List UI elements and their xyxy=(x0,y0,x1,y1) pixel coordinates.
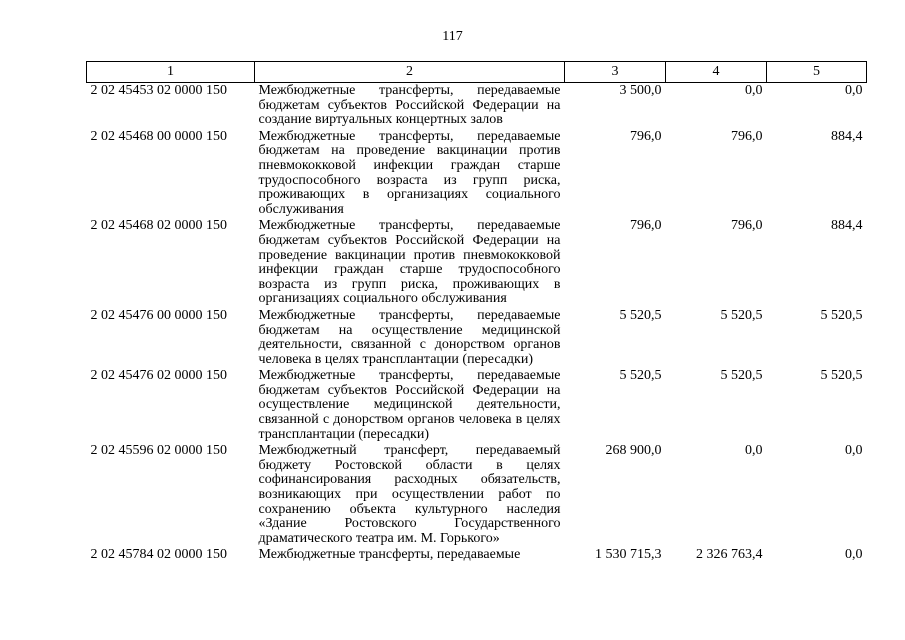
amount-col4: 5 520,5 xyxy=(720,307,763,323)
amount-col3: 5 520,5 xyxy=(619,368,662,384)
table-row xyxy=(87,218,867,308)
table-row xyxy=(87,83,867,129)
amount-col5: 5 520,5 xyxy=(820,368,863,384)
amount-col3: 796,0 xyxy=(630,128,662,144)
amount-col3: 796,0 xyxy=(630,218,662,234)
amount-col5: 0,0 xyxy=(845,83,863,98)
column-header-2: 2 xyxy=(255,62,565,83)
amount-col5: 884,4 xyxy=(831,128,863,144)
table-row xyxy=(87,368,867,443)
column-header-5: 5 xyxy=(767,62,867,83)
amount-col5: 0,0 xyxy=(845,547,863,563)
column-header-3: 3 xyxy=(565,62,666,83)
amount-col4: 0,0 xyxy=(745,83,763,98)
budget-code: 2 02 45468 00 0000 150 xyxy=(90,128,227,144)
amount-col3: 3 500,0 xyxy=(619,83,662,98)
budget-code: 2 02 45453 02 0000 150 xyxy=(90,83,227,98)
column-header-1: 1 xyxy=(87,62,255,83)
budget-description: Межбюджетные трансферты, передаваемые xyxy=(258,547,521,563)
amount-col5: 5 520,5 xyxy=(820,307,863,323)
amount-col4: 2 326 763,4 xyxy=(696,547,763,563)
table-row xyxy=(87,129,867,219)
column-header-4: 4 xyxy=(666,62,767,83)
amount-col4: 0,0 xyxy=(745,443,763,459)
budget-description: Межбюджетный трансферт, передаваемый бюджету Ростовской области в целях софинансирования расходных обязательств, возникающих при осуществлении работ по сохранению объекта культурного наследия «Здание Ростовского Государственного драматического театра им. М. Горького» xyxy=(258,443,561,546)
amount-col4: 5 520,5 xyxy=(720,368,763,384)
table-header-row xyxy=(87,62,867,83)
amount-col5: 884,4 xyxy=(831,218,863,234)
budget-table xyxy=(86,61,867,564)
amount-col3: 5 520,5 xyxy=(619,307,662,323)
table-row xyxy=(87,547,867,564)
page-number: 117 xyxy=(442,29,463,44)
budget-description: Межбюджетные трансферты, передаваемые бюджетам на проведение вакцинации против пневмококковой инфекции граждан старше трудоспособного возраста из групп риска, проживающих в организациях социального обслуживания xyxy=(258,128,561,217)
budget-description: Межбюджетные трансферты, передаваемые бюджетам субъектов Российской Федерации на создание виртуальных концертных залов xyxy=(258,83,561,128)
table-row xyxy=(87,443,867,547)
amount-col3: 268 900,0 xyxy=(605,443,662,459)
table-row xyxy=(87,308,867,368)
budget-code: 2 02 45596 02 0000 150 xyxy=(90,443,227,459)
budget-code: 2 02 45476 00 0000 150 xyxy=(90,307,227,323)
amount-col4: 796,0 xyxy=(731,218,763,234)
budget-description: Межбюджетные трансферты, передаваемые бюджетам субъектов Российской Федерации на осуществление медицинской деятельности, связанной с донорством органов человека в целях трансплантации (пересадки) xyxy=(258,368,561,442)
amount-col3: 1 530 715,3 xyxy=(595,547,662,563)
budget-code: 2 02 45784 02 0000 150 xyxy=(90,547,227,563)
amount-col4: 796,0 xyxy=(731,128,763,144)
amount-col5: 0,0 xyxy=(845,443,863,459)
budget-code: 2 02 45468 02 0000 150 xyxy=(90,218,227,234)
budget-description: Межбюджетные трансферты, передаваемые бюджетам субъектов Российской Федерации на проведение вакцинации против пневмококковой инфекции граждан старше трудоспособного возраста из групп риска, проживающих в организациях социального обслуживания xyxy=(258,218,561,307)
budget-description: Межбюджетные трансферты, передаваемые бюджетам на осуществление медицинской деятельности, связанной с донорством органов человека в целях трансплантации (пересадки) xyxy=(258,307,561,367)
budget-code: 2 02 45476 02 0000 150 xyxy=(90,368,227,384)
